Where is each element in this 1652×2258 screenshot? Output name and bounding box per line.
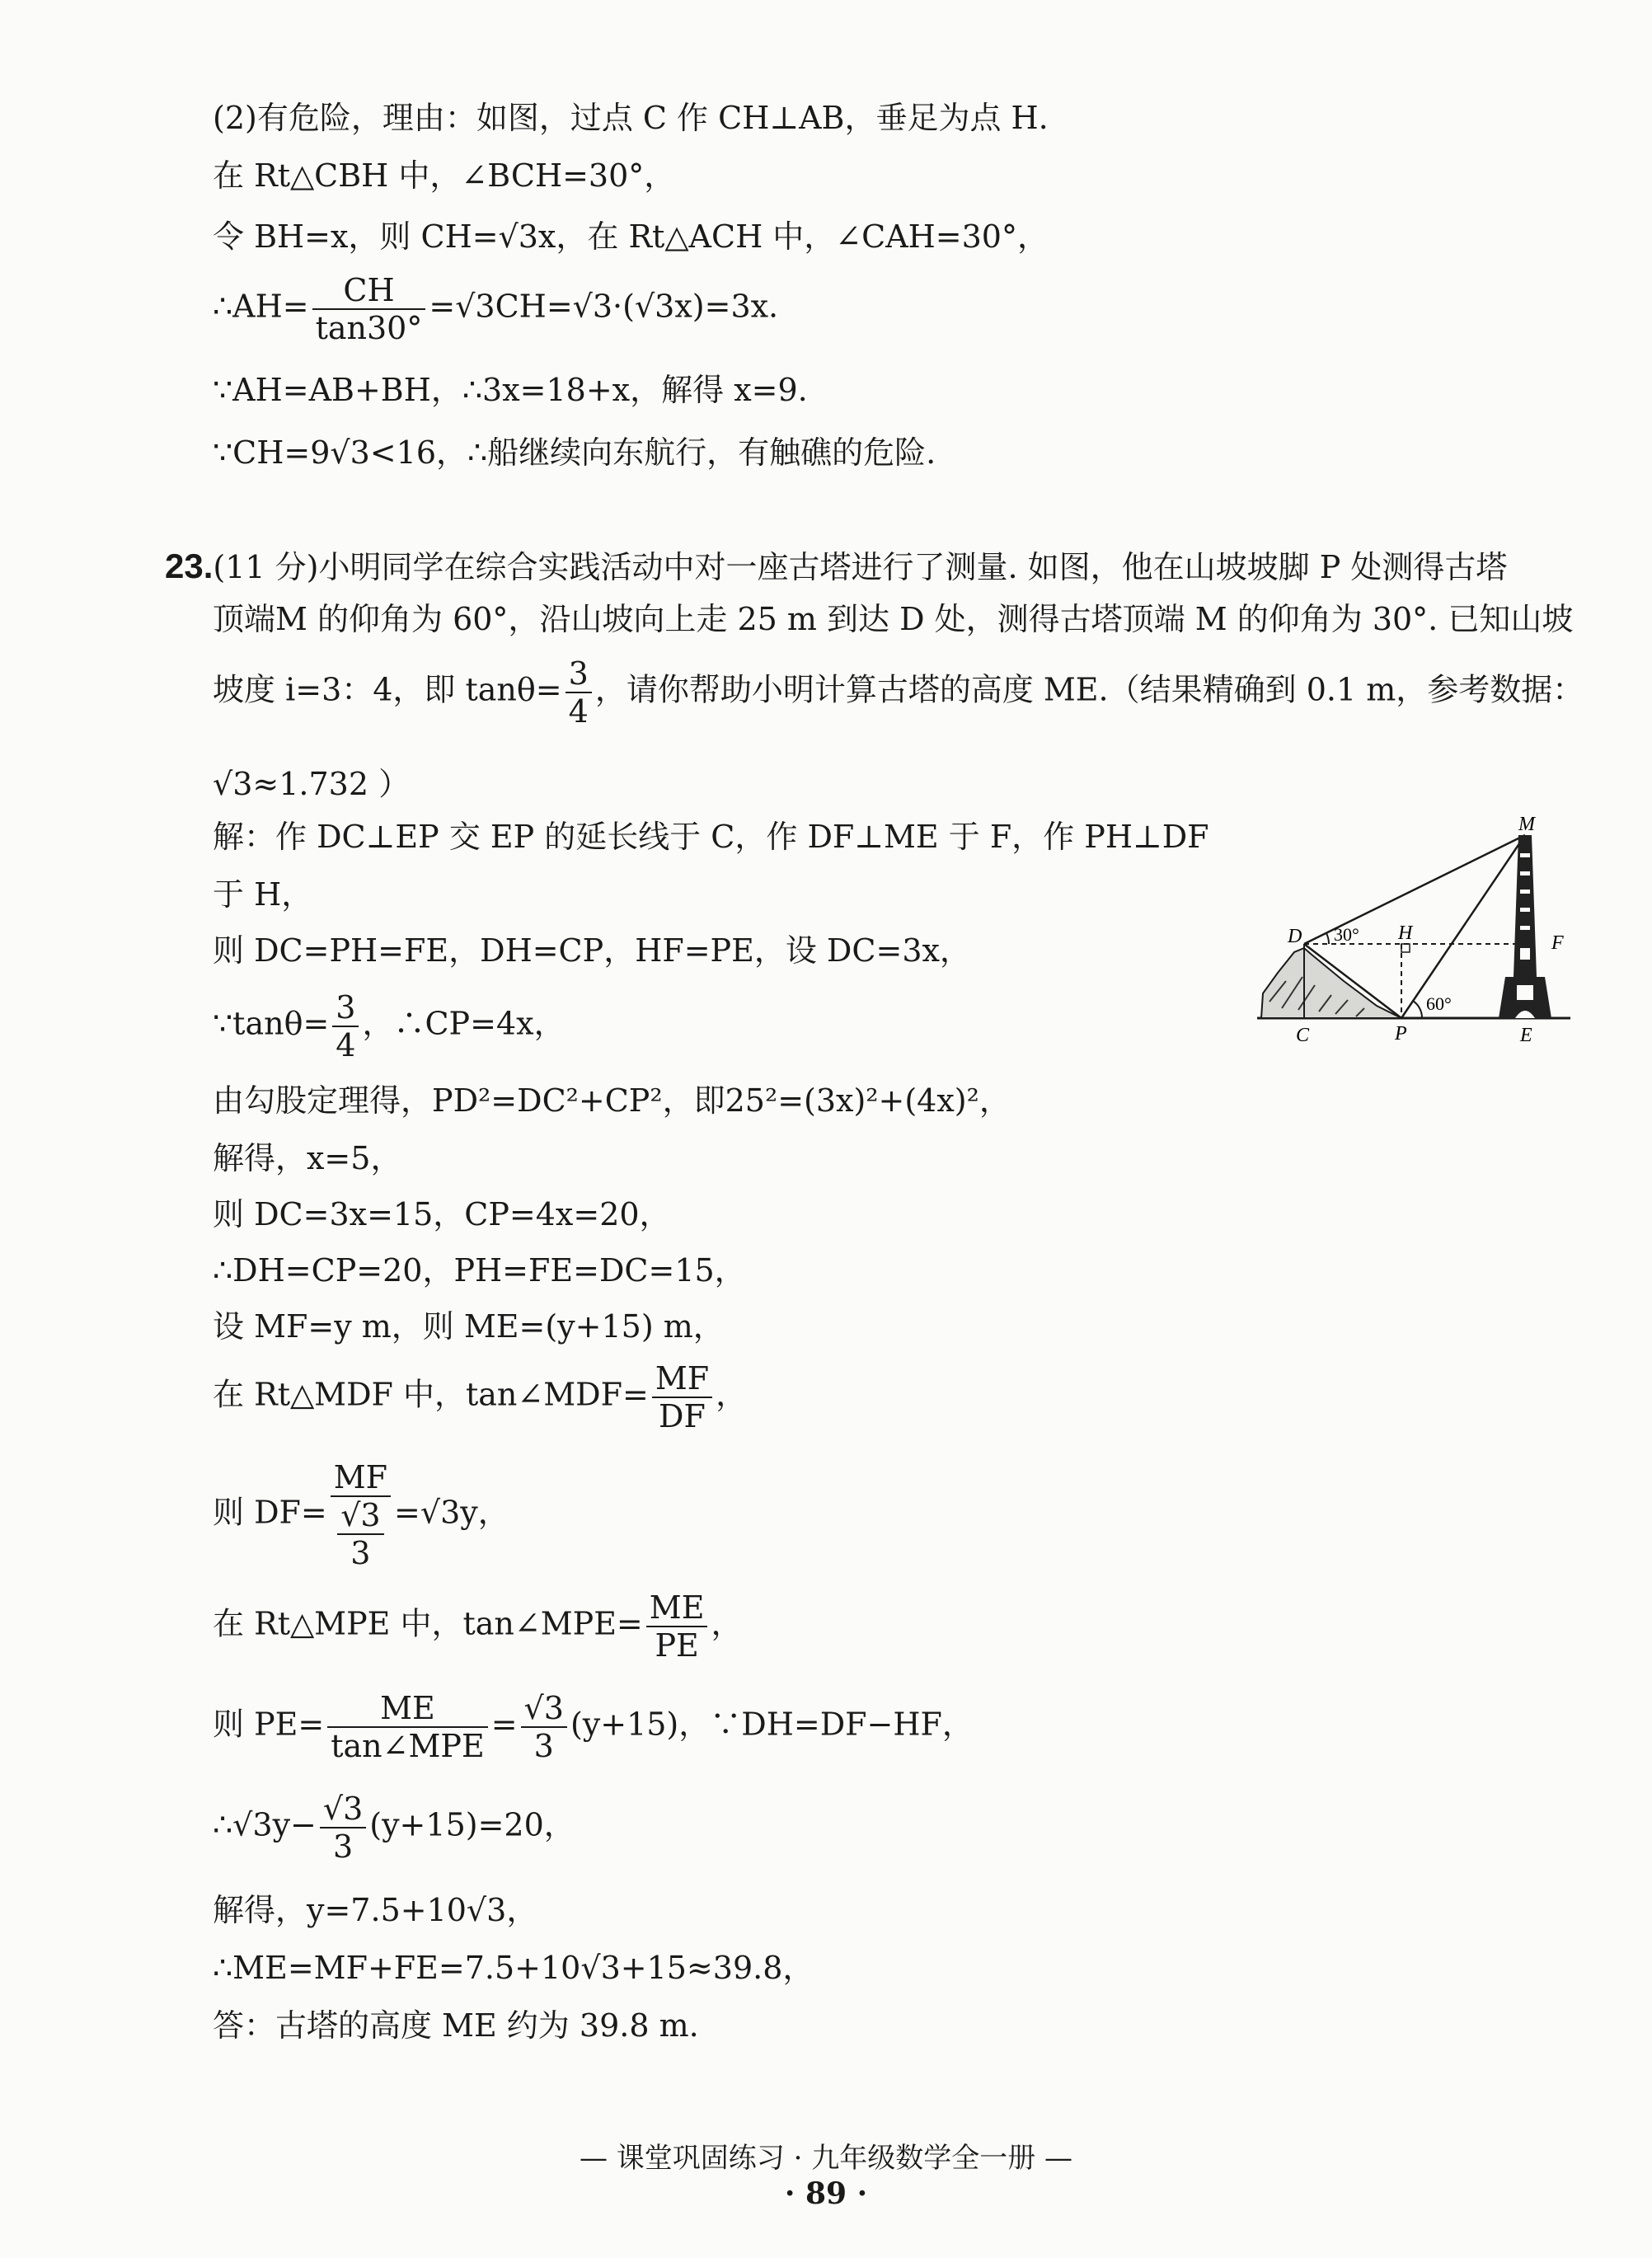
- fraction-numerator: √3: [320, 1791, 366, 1828]
- solution-line-17: 答：古塔的高度 ME 约为 39.8 m.: [213, 2007, 699, 2044]
- solution-line-12-post: ，: [711, 1605, 743, 1642]
- solution-line-14: [213, 1791, 575, 1865]
- nested-fraction-denominator: 3: [350, 1535, 371, 1571]
- fraction: [320, 1791, 366, 1865]
- fraction: [652, 1360, 712, 1434]
- question-23-line-3-pre: 坡度 i=3：4，即 tanθ=: [213, 671, 562, 708]
- angle-arc-30: [1326, 933, 1329, 944]
- nested-fraction-numerator: √3: [337, 1497, 383, 1535]
- label-f: F: [1551, 932, 1564, 954]
- label-angle-30: 30°: [1334, 924, 1359, 945]
- fraction: [521, 1690, 567, 1764]
- fraction-denominator: PE: [655, 1627, 699, 1664]
- solution-line-4-post: ，∴CP=4x，: [362, 1005, 566, 1042]
- solution-line-11-post: =√3y，: [394, 1494, 509, 1531]
- fraction-denominator: 4: [568, 693, 589, 730]
- solution-line-16: ∴ME=MF+FE=7.5+10√3+15≈39.8，: [213, 1950, 814, 1986]
- fraction: [566, 655, 592, 730]
- label-m: M: [1518, 814, 1535, 835]
- nested-fraction: [337, 1497, 383, 1571]
- solution-line-10-pre: 在 Rt△MDF 中，tan∠MDF=: [213, 1376, 649, 1413]
- part2-line-6: ∵CH=9√3<16，∴船继续向东航行，有触礁的危险.: [213, 434, 936, 471]
- solution-line-11-pre: 则 DF=: [213, 1494, 327, 1531]
- fraction-numerator: ME: [646, 1589, 708, 1627]
- solution-line-4-pre: ∵tanθ=: [213, 1005, 330, 1042]
- fraction: [646, 1589, 708, 1664]
- fraction-denominator: tan∠MPE: [331, 1728, 485, 1764]
- label-p: P: [1395, 1023, 1407, 1045]
- geometry-figure: [1253, 812, 1575, 1051]
- label-d: D: [1288, 926, 1302, 947]
- part2-line-2: 在 Rt△CBH 中，∠BCH=30°，: [213, 157, 676, 194]
- fraction: [312, 272, 426, 346]
- solution-line-11: [213, 1459, 509, 1571]
- solution-line-8: ∴DH=CP=20，PH=FE=DC=15，: [213, 1252, 746, 1289]
- question-23-line-4: √3≈1.732 ）: [213, 766, 411, 802]
- solution-line-9: 设 MF=y m，则 ME=(y+15) m，: [213, 1308, 725, 1345]
- fraction: [331, 1459, 391, 1571]
- part2-line-1: (2)有危险，理由：如图，过点 C 作 CH⊥AB，垂足为点 H.: [213, 100, 1049, 136]
- fraction-denominator: [331, 1497, 391, 1571]
- question-23-line-3: [213, 655, 1584, 730]
- right-angle-mark: [1401, 944, 1410, 952]
- solution-line-14-pre: ∴√3y−: [213, 1806, 317, 1843]
- fraction-denominator: 4: [336, 1027, 356, 1063]
- question-23-text-1: (11 分)小明同学在综合实践活动中对一座古塔进行了测量. 如图，他在山坡坡脚 P 处测得古塔: [213, 549, 1508, 585]
- solution-line-1: 解：作 DC⊥EP 交 EP 的延长线于 C，作 DF⊥ME 于 F，作 PH⊥DF: [213, 819, 1209, 855]
- solution-line-2: 于 H，: [213, 876, 313, 913]
- solution-line-13-pre: 则 PE=: [213, 1706, 325, 1743]
- fraction-numerator: CH: [312, 272, 426, 310]
- part2-line-4: [213, 272, 778, 346]
- footer-title: — 课堂巩固练习 · 九年级数学全一册 —: [579, 2142, 1073, 2175]
- solution-line-12: [213, 1589, 742, 1664]
- part2-line-5: ∵AH=AB+BH，∴3x=18+x，解得 x=9.: [213, 372, 808, 408]
- solution-line-5: 由勾股定理得，PD²=DC²+CP²，即25²=(3x)²+(4x)²，: [213, 1082, 1011, 1119]
- fraction-numerator: √3: [521, 1690, 567, 1728]
- question-23-line-2: 顶端M 的仰角为 60°，沿山坡向上走 25 m 到达 D 处，测得古塔顶端 M 的仰角为 30°. 已知山坡: [213, 601, 1574, 637]
- fraction-numerator: MF: [331, 1459, 391, 1497]
- solution-line-4: [213, 989, 566, 1063]
- part2-line-4-post: =√3CH=√3·(√3x)=3x.: [429, 288, 779, 325]
- part2-line-4-pre: ∴AH=: [213, 288, 309, 325]
- label-c: C: [1296, 1025, 1310, 1046]
- part2-line-3: 令 BH=x，则 CH=√3x，在 Rt△ACH 中，∠CAH=30°，: [213, 218, 1049, 255]
- question-23-line-3-post: ，请你帮助小明计算古塔的高度 ME.（结果精确到 0.1 m，参考数据：: [594, 671, 1584, 708]
- label-e: E: [1520, 1025, 1532, 1046]
- solution-line-14-post: (y+15)=20，: [369, 1806, 575, 1843]
- fraction-denominator: DF: [659, 1398, 706, 1434]
- solution-line-13-mid: =: [490, 1706, 518, 1743]
- fraction: [327, 1690, 487, 1764]
- angle-arc-60: [1413, 1001, 1422, 1018]
- label-angle-60: 60°: [1426, 993, 1452, 1014]
- question-number: 23.: [165, 547, 214, 585]
- fraction-denominator: 3: [332, 1828, 354, 1865]
- fraction-numerator: ME: [327, 1690, 487, 1728]
- solution-line-15: 解得，y=7.5+10√3，: [213, 1892, 538, 1928]
- fraction-numerator: MF: [652, 1360, 712, 1398]
- solution-line-7: 则 DC=3x=15，CP=4x=20，: [213, 1196, 671, 1232]
- fraction-denominator: tan30°: [315, 310, 423, 346]
- fraction-numerator: 3: [332, 989, 359, 1027]
- solution-line-3: 则 DC=PH=FE，DH=CP，HF=PE，设 DC=3x，: [213, 932, 971, 969]
- solution-line-13-post: (y+15)，∵DH=DF−HF，: [570, 1706, 974, 1743]
- solution-line-13: [213, 1690, 974, 1764]
- label-h: H: [1398, 922, 1413, 944]
- solution-line-6: 解得，x=5，: [213, 1140, 402, 1176]
- solution-line-10: [213, 1360, 747, 1434]
- fraction-numerator: 3: [566, 655, 592, 693]
- fraction: [332, 989, 359, 1063]
- question-23-line-1: [165, 546, 1507, 588]
- fraction-denominator: 3: [533, 1728, 554, 1764]
- page-number: · 89 ·: [784, 2176, 868, 2211]
- solution-line-12-pre: 在 Rt△MPE 中，tan∠MPE=: [213, 1605, 643, 1642]
- solution-line-10-post: ，: [716, 1376, 748, 1413]
